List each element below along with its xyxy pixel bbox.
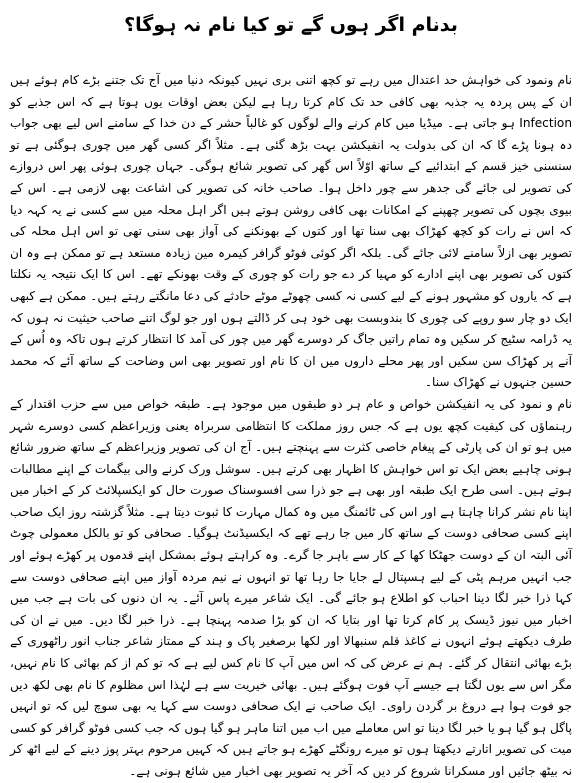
article-title: بدنام اگر ہوں گے تو کیا نام نہ ہوگا؟: [124, 14, 458, 36]
article-body: [10, 70, 572, 783]
article-paragraph-2: نام و نمود کی یہ انفیکشن خواص و عام ہر دو طبقوں میں موجود ہے۔ طبقہ خواص میں سے حزب اقتدار کے رہنماؤں کی کیفیت کچھ یوں ہے کہ جس روز مملکت کا انتظامی سربراہ یعنی وزیراعظم کسی دوسرے شہر میں ہو تو ان کی پارٹی کے پیغام خاصی کثرت سے پہنچتے ہیں۔ آج ان کی تصویر وزیراعظم کے ساتھ ضرور شائع ہونی چاہیے بعض ایک تو اس خواہش کا اظہار بھی کرتے ہیں۔ سوشل ورک کرنے والی بیگمات کے اپنے مطالبات ہوتے ہیں۔ اسی طرح ایک طبقہ اور بھی ہے جو ذرا سی افسوسناک صورت حال کو ایکسپلائٹ کر کے اخبار میں اپنا نام نشر کرانا چاہتا ہے اور اس کی ٹائمنگ میں وہ کمال مہارت کا ثبوت دیتا ہے۔ مثلاً گزشتہ روز ایک صاحب اپنے کسی صحافی دوست کے ساتھ کار میں جا رہے تھے کہ ایکسیڈنٹ ہوگیا۔ صحافی کو تو بالکل معمولی چوٹ آئی البتہ ان کے دوست جھٹکا کھا کے کار سے باہر جا گرے۔ وہ کراہتے ہوئے بمشکل اپنے قدموں پر کھڑے ہوئے اور جب انہیں مرہم پٹی کے لیے ہسپتال لے جایا جا رہا تھا تو انہوں نے نیم مردہ آواز میں اپنے صحافی دوست سے کہا ذرا خبر لگا دینا احباب کو اطلاع ہو جائے گی۔ ایک شاعر میرے پاس آئے۔ یہ ان دنوں کی بات ہے جب میں اخبار میں نیوز ڈیسک پر کام کرتا تھا اور بتایا کہ ان کو بڑا صدمہ پہنچا ہے۔ ذرا خبر لگا دیں۔ میں نے ان کی طرف دیکھتے ہوئے انہوں نے کاغذ قلم سنبھالا اور لکھا برصغیر پاک و ہند کے ممتاز شاعر جناب انور راٹھوری کے بڑے بھائی انتقال کر گئے۔ ہم نے عرض کی کہ اس میں آپ کا نام کس لیے ہے کہ تو کم از کم بھائی کا نام نہیں، مگر اس سے یوں لگتا ہے جیسے آپ فوت ہوگئے ہیں۔ بھائی خیریت سے ہے لہٰذا اس مظلوم کا نام بھی لکھ دیں جو فوت ہوا ہے دروغ بر گردن راوی۔ ایک صاحب نے ایک صحافی دوست سے کہا یہ بھی سوچ لیں کہ تو انہیں پاگل ہو گیا ہو یا خبر لگا دینا تو اس معاملے میں اب میں اتنا ماہر ہو گیا ہوں کہ جب کسی فوٹو گرافر کو کسی میت کی تصویر اتارتے دیکھتا ہوں تو میرے رونگٹے کھڑے ہو جاتے ہیں کہ کہیں مرحوم بہتر پوز دینے کے لیے اٹھ کر نہ بیٹھ جائیں اور مسکرانا شروع کر دیں کہ آخر یہ تصویر بھی اخبار میں شائع ہونی ہے۔: [10, 396, 572, 778]
article-paragraph-1: نام ونمود کی خواہش حد اعتدال میں رہے تو کچھ اتنی بری نہیں کیونکہ دنیا میں آج تک جتنے بڑے کام ہوئے ہیں ان کے پس پردہ یہ جذبہ بھی کافی حد تک کام کرتا رہا ہے لیکن بعض اوقات یوں ہوتا ہے کہ اس جذبے کو Infection ہو جاتی ہے۔ میڈیا میں کام کرنے والے لوگوں کو غالباً حشر کے دن خدا کے سامنے اس لیے بھی جواب دہ ہونا پڑے گا کہ ان کی بدولت یہ انفیکشن بہت بڑھ گئی ہے۔ مثلاً اگر کسی گھر میں چوری ہوگئی ہے تو سنسنی خیز قسم کے ابتدائیے کے ساتھ اوّلاً اس گھر کی تصویر شائع ہوگی۔ جہاں چوری ہوئی پھر اس دروازے کی تصویر لی جائے گی جدھر سے چور داخل ہوا۔ صاحب خانہ کی تصویر کی اشاعت بھی لازمی ہے۔ اس کے بیوی بچوں کی تصویر چھپنے کے امکانات بھی کافی روشن ہوتے ہیں اگر اہل محلہ میں سے کسی نے یہ کہہ دیا کہ اس نے رات کو کچھ کھڑاک بھی سنا تھا اور کتوں کے بھونکنے کی آواز بھی سنی تھی تو اس اہل محلہ کی تصویر بھی ازلاً سامنے لائی جائے گی۔ بلکہ اگر کوئی فوٹو گرافر کیمرہ مین زیادہ مستعد ہے تو ممکن ہے وہ ان کتوں کی تصویر بھی اپنے ادارے کو مہیا کر دے جو رات کو چوری کے وقت بھونکے تھے۔ اس کا ایک نتیجہ یہ نکلتا ہے کہ یاروں کو مشہور ہونے کے لیے کسی نہ کسی چھوٹے موٹے حادثے کی دعا مانگتے رہتے ہیں۔ ممکن ہے کبھی ایک دو چار سو روپے کی چوری کا بندوبست بھی خود ہی کر ڈالتے ہوں اور جو لوگ اتنے صاحب حیثیت نہ ہوں کہ یہ ڈرامہ سٹیج کر سکیں وہ تمام راتیں جاگ کر دوسرے گھر میں چور کی آمد کا انتظار کرتے ہوں تاکہ وہ اُس کے آنے پر کھڑاک سن سکیں اور پھر محلے داروں میں ان کا نام اور تصویر بھی اس وضاحت کے ساتھ آئے کہ محمد حسین جنہوں نے کھڑاک سنا۔: [10, 73, 572, 390]
